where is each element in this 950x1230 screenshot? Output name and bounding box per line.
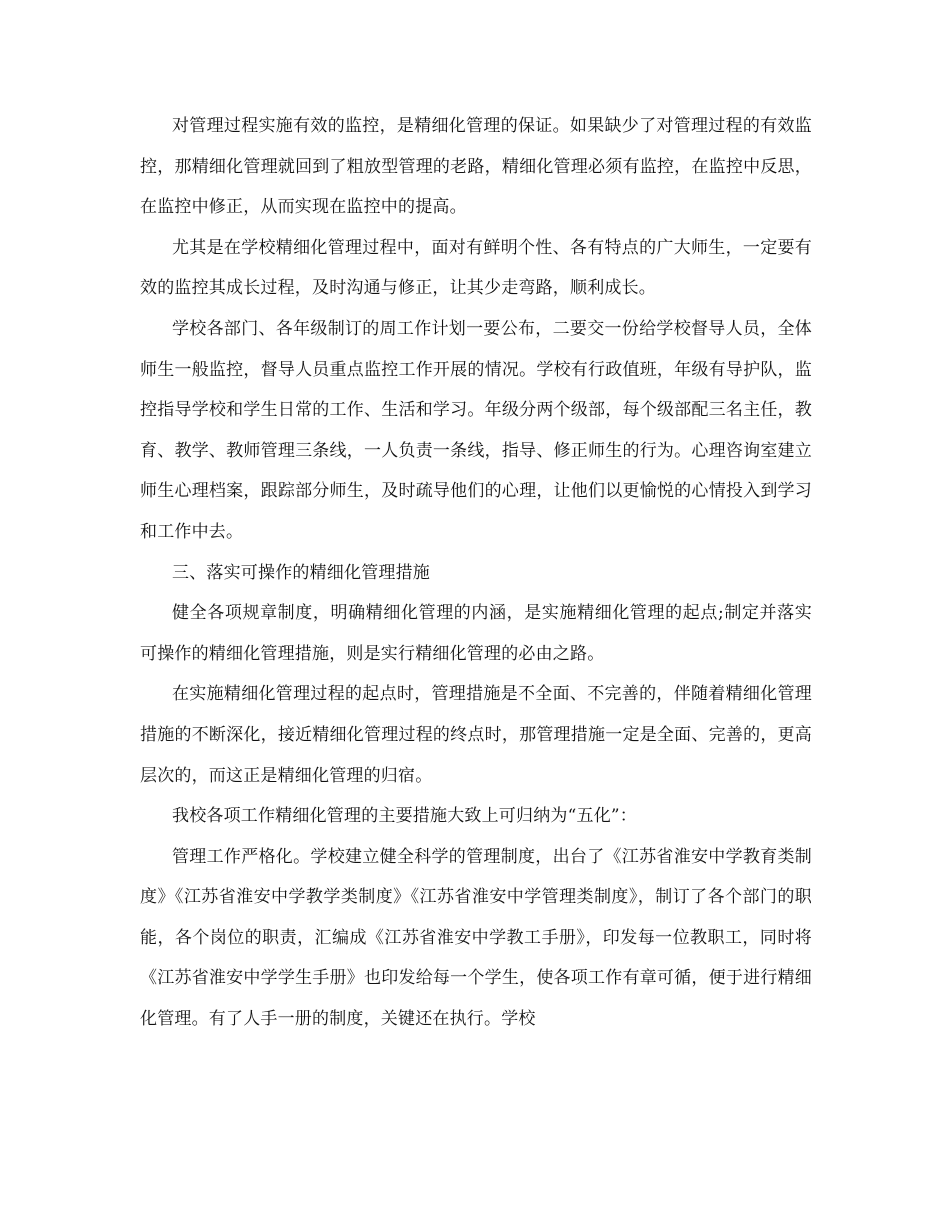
- paragraph-five-measures-intro: 我校各项工作精细化管理的主要措施大致上可归纳为“五化”：: [172, 806, 637, 827]
- document-body: [140, 106, 812, 1040]
- paragraph-strict-management: 管理工作严格化。学校建立健全科学的管理制度，出台了《江苏省淮安中学教育类制度》《江苏省淮安中学教学类制度》《江苏省淮安中学管理类制度》，制订了各个部门的职能，各个岗位的职责，汇编成《江苏省淮安中学教工手册》，印发每一位教职工，同时将《江苏省淮安中学学生手册》也印发给每一个学生，使各项工作有章可循，便于进行精细化管理。有了人手一册的制度，关键还在执行。学校: [140, 846, 812, 1030]
- paragraph-department-plans: 学校各部门、各年级制订的周工作计划一要公布，二要交一份给学校督导人员，全体师生一般监控，督导人员重点监控工作开展的情况。学校有行政值班，年级有导护队，监控指导学校和学生日常的工作、生活和学习。年级分两个级部，每个级部配三名主任，教育、教学、教师管理三条线，一人负责一条线，指导、修正师生的行为。心理咨询室建立师生心理档案，跟踪部分师生，及时疏导他们的心理，让他们以更愉悦的心情投入到学习和工作中去。: [140, 318, 812, 542]
- paragraph-measures-evolution: 在实施精细化管理过程的起点时，管理措施是不全面、不完善的，伴随着精细化管理措施的不断深化，接近精细化管理过程的终点时，那管理措施一定是全面、完善的，更高层次的，而这正是精细化管理的归宿。: [140, 684, 812, 786]
- paragraph-student-monitoring: 尤其是在学校精细化管理过程中，面对有鲜明个性、各有特点的广大师生，一定要有效的监控其成长过程，及时沟通与修正，让其少走弯路，顺利成长。: [140, 237, 812, 299]
- paragraph-rules-system: 健全各项规章制度，明确精细化管理的内涵，是实施精细化管理的起点;制定并落实可操作的精细化管理措施，则是实行精细化管理的必由之路。: [140, 603, 812, 664]
- section-heading-three: 三、落实可操作的精细化管理措施: [172, 562, 430, 583]
- paragraph-monitoring-intro: 对管理过程实施有效的监控，是精细化管理的保证。如果缺少了对管理过程的有效监控，那精细化管理就回到了粗放型管理的老路，精细化管理必须有监控，在监控中反思，在监控中修正，从而实现在监控中的提高。: [140, 116, 812, 218]
